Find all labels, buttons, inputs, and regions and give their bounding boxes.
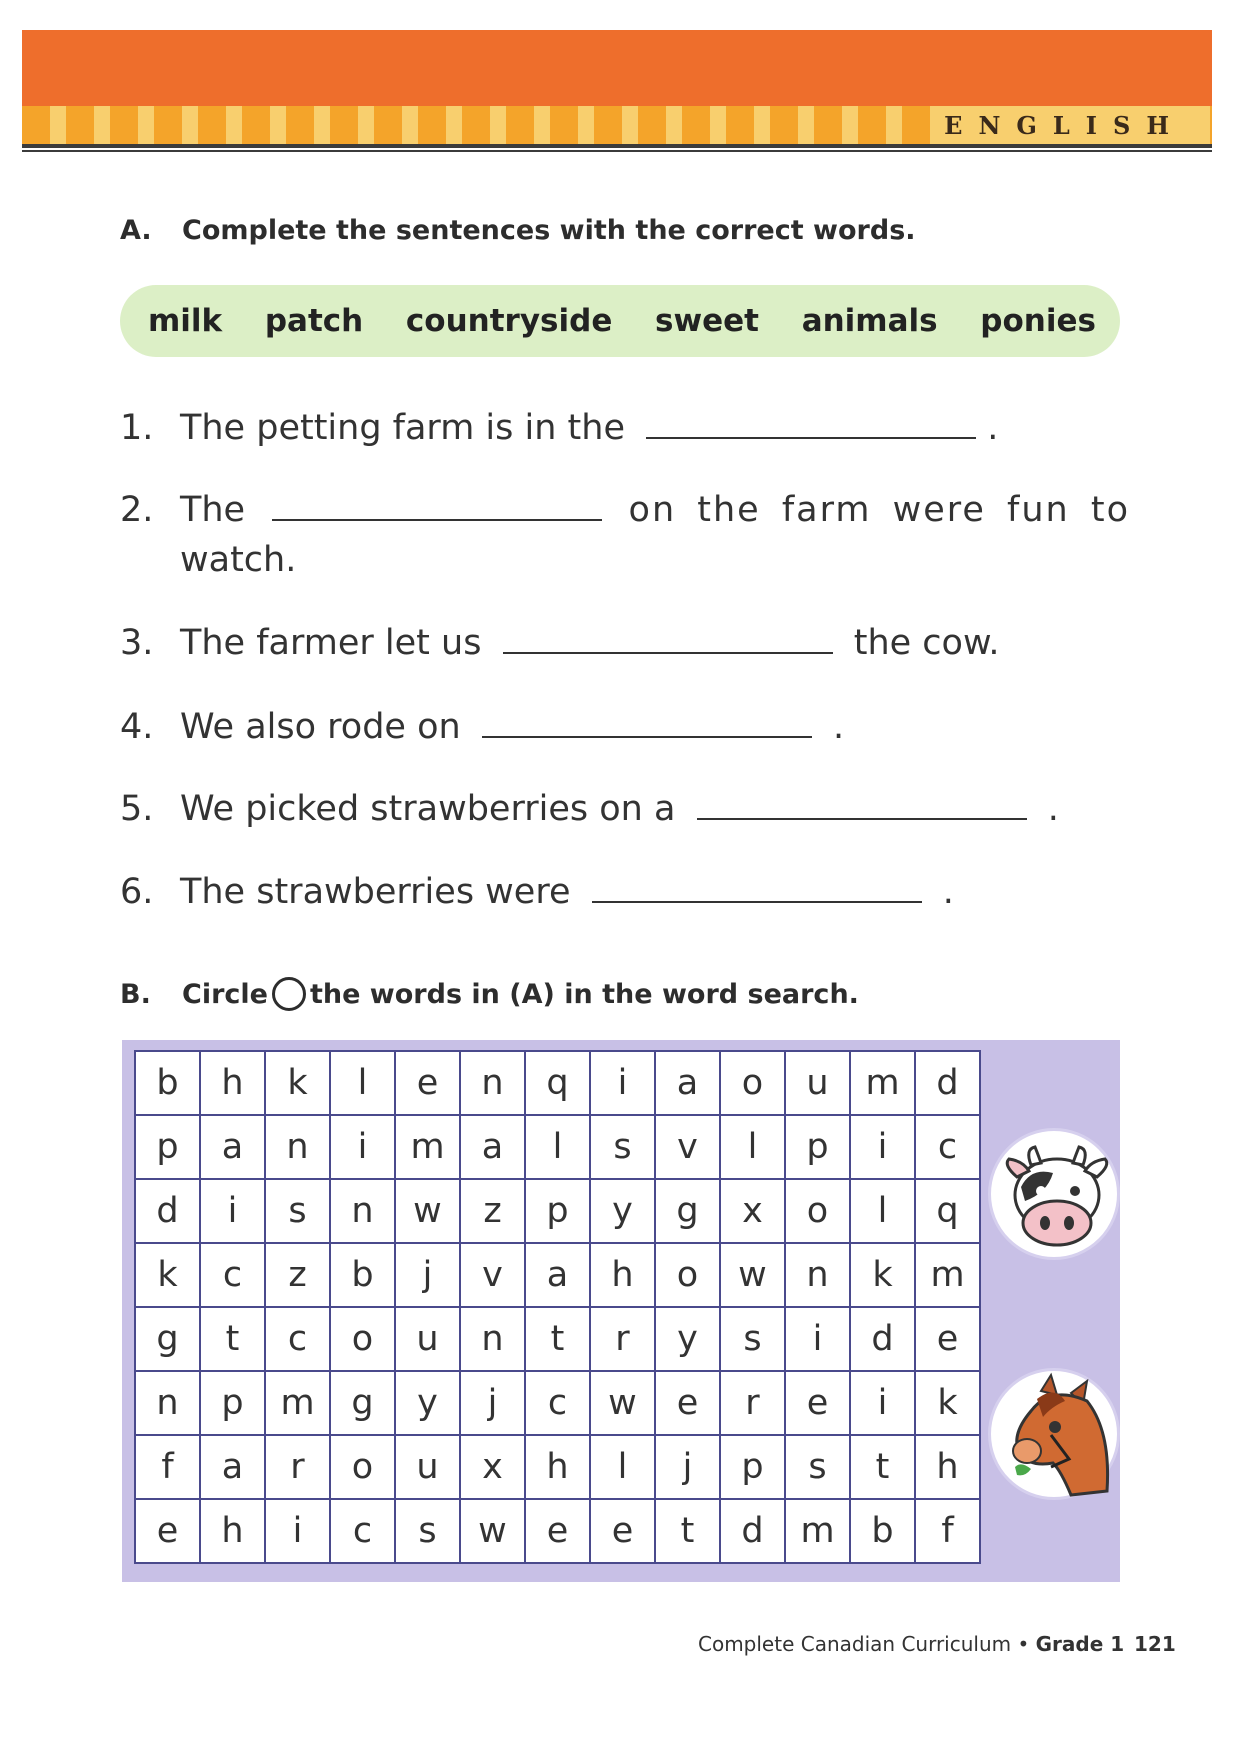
grid-cell[interactable]: a — [200, 1435, 265, 1499]
section-a-heading — [120, 215, 916, 246]
grid-row — [135, 1307, 980, 1371]
grid-cell[interactable]: i — [850, 1115, 915, 1179]
grid-cell[interactable]: n — [330, 1179, 395, 1243]
sentence-number: 3. — [120, 623, 154, 663]
circle-icon — [272, 977, 306, 1011]
sentence-end: . — [942, 872, 954, 912]
grid-cell[interactable]: g — [655, 1179, 720, 1243]
grid-cell[interactable]: k — [850, 1243, 915, 1307]
grid-cell[interactable]: i — [785, 1307, 850, 1371]
section-a-letter: A. — [120, 215, 152, 246]
sentence-end: . — [987, 408, 999, 448]
word-search-grid — [134, 1050, 981, 1564]
grid-cell[interactable]: b — [850, 1499, 915, 1563]
sentence-number: 5. — [120, 789, 154, 829]
grid-cell[interactable]: w — [720, 1243, 785, 1307]
grid-cell[interactable]: s — [785, 1435, 850, 1499]
grid-cell[interactable]: q — [915, 1179, 980, 1243]
grid-cell[interactable]: p — [135, 1115, 200, 1179]
grid-cell[interactable]: c — [265, 1307, 330, 1371]
grid-cell[interactable]: p — [200, 1371, 265, 1435]
sentence-text: The petting farm is in the — [180, 408, 625, 448]
word-bank-item: sweet — [655, 303, 759, 339]
grid-cell[interactable]: v — [655, 1115, 720, 1179]
grid-cell[interactable]: u — [395, 1435, 460, 1499]
section-b-instruction-start: Circle — [182, 978, 268, 1010]
grid-cell[interactable]: d — [915, 1051, 980, 1115]
header-banner — [22, 30, 1212, 106]
sentence-number: 2. — [120, 490, 154, 530]
grid-cell[interactable]: a — [460, 1115, 525, 1179]
grid-cell[interactable]: m — [915, 1243, 980, 1307]
answer-blank[interactable] — [503, 626, 833, 654]
answer-blank[interactable] — [646, 411, 976, 439]
grid-cell[interactable]: f — [135, 1435, 200, 1499]
grid-cell[interactable]: e — [655, 1371, 720, 1435]
grid-cell[interactable]: d — [850, 1307, 915, 1371]
sentence-text: The — [180, 490, 246, 530]
section-b-heading — [120, 977, 859, 1011]
grid-cell[interactable]: n — [265, 1115, 330, 1179]
grid-cell[interactable]: f — [915, 1499, 980, 1563]
cow-icon — [991, 1131, 1123, 1263]
word-bank-item: milk — [148, 303, 223, 339]
grid-cell[interactable]: e — [135, 1499, 200, 1563]
section-a-instruction: Complete the sentences with the correct words. — [182, 215, 916, 246]
grid-cell[interactable]: j — [655, 1435, 720, 1499]
grid-cell[interactable]: e — [395, 1051, 460, 1115]
grid-cell[interactable]: s — [395, 1499, 460, 1563]
grid-row — [135, 1051, 980, 1115]
grid-cell[interactable]: t — [525, 1307, 590, 1371]
grid-cell[interactable]: y — [395, 1371, 460, 1435]
grid-row — [135, 1115, 980, 1179]
grid-cell[interactable]: z — [265, 1243, 330, 1307]
grid-cell[interactable]: l — [525, 1115, 590, 1179]
answer-blank[interactable] — [592, 875, 922, 903]
grid-cell[interactable]: e — [915, 1307, 980, 1371]
answer-blank[interactable] — [482, 710, 812, 738]
grid-cell[interactable]: k — [265, 1051, 330, 1115]
cow-illustration — [988, 1128, 1120, 1260]
answer-blank[interactable] — [272, 493, 602, 521]
grid-cell[interactable]: n — [135, 1371, 200, 1435]
grid-cell[interactable]: i — [265, 1499, 330, 1563]
grid-cell[interactable]: w — [395, 1179, 460, 1243]
horse-illustration — [988, 1368, 1120, 1500]
grid-cell[interactable]: h — [525, 1435, 590, 1499]
grid-cell[interactable]: r — [265, 1435, 330, 1499]
grid-cell[interactable]: w — [590, 1371, 655, 1435]
grid-cell[interactable]: o — [655, 1243, 720, 1307]
grid-cell[interactable]: n — [785, 1243, 850, 1307]
grid-cell[interactable]: k — [915, 1371, 980, 1435]
sentence-number: 4. — [120, 707, 154, 747]
grid-cell[interactable]: c — [525, 1371, 590, 1435]
grid-row — [135, 1371, 980, 1435]
section-b-letter: B. — [120, 978, 151, 1010]
sentence-number: 1. — [120, 408, 154, 448]
sentence-end: on the farm were fun to — [628, 490, 1130, 530]
grid-cell[interactable]: k — [135, 1243, 200, 1307]
grid-cell[interactable]: o — [330, 1307, 395, 1371]
grid-cell[interactable]: h — [590, 1243, 655, 1307]
grid-cell[interactable]: d — [135, 1179, 200, 1243]
grid-cell[interactable]: s — [590, 1115, 655, 1179]
grid-cell[interactable]: a — [200, 1115, 265, 1179]
grid-cell[interactable]: a — [525, 1243, 590, 1307]
grid-cell[interactable]: m — [785, 1499, 850, 1563]
grid-cell[interactable]: l — [590, 1435, 655, 1499]
grid-cell[interactable]: z — [460, 1179, 525, 1243]
grid-cell[interactable]: l — [330, 1051, 395, 1115]
sentence-text: We also rode on — [180, 707, 461, 747]
word-bank-item: ponies — [980, 303, 1096, 339]
sentence-3 — [120, 618, 1130, 668]
word-bank-item: animals — [801, 303, 938, 339]
sentence-text: The farmer let us — [180, 623, 482, 663]
grid-row — [135, 1179, 980, 1243]
grid-cell[interactable]: e — [590, 1499, 655, 1563]
sentence-end: the cow. — [853, 623, 1000, 663]
sentence-6 — [120, 867, 1130, 917]
grid-cell[interactable]: h — [915, 1435, 980, 1499]
section-b-instruction-end: the words in (A) in the word search. — [309, 978, 859, 1010]
grid-cell[interactable]: c — [330, 1499, 395, 1563]
grid-cell[interactable]: w — [460, 1499, 525, 1563]
grid-cell[interactable]: g — [135, 1307, 200, 1371]
grid-cell[interactable]: j — [395, 1243, 460, 1307]
grid-cell[interactable]: b — [330, 1243, 395, 1307]
sentence-text: We picked strawberries on a — [180, 789, 676, 829]
sentence-number: 6. — [120, 872, 154, 912]
grid-cell[interactable]: e — [525, 1499, 590, 1563]
grid-cell[interactable]: c — [915, 1115, 980, 1179]
horse-icon — [991, 1371, 1123, 1503]
grid-cell[interactable]: s — [720, 1307, 785, 1371]
grid-cell[interactable]: j — [460, 1371, 525, 1435]
header-divider-thin — [22, 150, 1212, 152]
grid-cell[interactable]: r — [720, 1371, 785, 1435]
grid-cell[interactable]: i — [850, 1371, 915, 1435]
sentence-end: . — [1047, 789, 1059, 829]
subject-label — [930, 106, 1199, 144]
answer-blank[interactable] — [697, 792, 1027, 820]
word-bank-item: countryside — [405, 303, 613, 339]
sentence-end: . — [832, 707, 845, 747]
grid-cell[interactable]: o — [720, 1051, 785, 1115]
grid-cell[interactable]: t — [655, 1499, 720, 1563]
sentence-2 — [120, 485, 1130, 585]
grid-cell[interactable]: n — [460, 1307, 525, 1371]
grid-cell[interactable]: p — [720, 1435, 785, 1499]
grid-cell[interactable]: e — [785, 1371, 850, 1435]
grid-cell[interactable]: n — [460, 1051, 525, 1115]
grid-cell[interactable]: u — [785, 1051, 850, 1115]
word-bank-item: patch — [264, 303, 364, 339]
grid-cell[interactable]: t — [850, 1435, 915, 1499]
grid-cell[interactable]: h — [200, 1499, 265, 1563]
grid-row — [135, 1435, 980, 1499]
grid-cell[interactable]: s — [265, 1179, 330, 1243]
footer-curriculum — [698, 1632, 1124, 1656]
grid-cell[interactable]: m — [265, 1371, 330, 1435]
grid-cell[interactable]: o — [330, 1435, 395, 1499]
grid-cell[interactable]: h — [200, 1051, 265, 1115]
sentence-continuation: watch. — [180, 540, 297, 580]
grid-cell[interactable]: d — [720, 1499, 785, 1563]
grid-cell[interactable]: y — [655, 1307, 720, 1371]
word-bank — [120, 285, 1120, 357]
grid-cell[interactable]: r — [590, 1307, 655, 1371]
grid-cell[interactable]: l — [720, 1115, 785, 1179]
subject-text: ENGLISH — [944, 110, 1185, 140]
grid-cell[interactable]: y — [590, 1179, 655, 1243]
page-number: 121 — [1134, 1632, 1176, 1656]
sentence-text: The strawberries were — [180, 872, 571, 912]
grid-cell[interactable]: l — [850, 1179, 915, 1243]
sentence-4 — [120, 702, 1130, 752]
grid-cell[interactable]: i — [590, 1051, 655, 1115]
grid-cell[interactable]: a — [655, 1051, 720, 1115]
footer-bullet: • — [1017, 1632, 1030, 1656]
header-divider — [22, 144, 1212, 148]
grid-row — [135, 1499, 980, 1563]
grade-label: Grade 1 — [1035, 1632, 1125, 1656]
grid-cell[interactable]: o — [785, 1179, 850, 1243]
grid-cell[interactable]: x — [720, 1179, 785, 1243]
grid-cell[interactable]: i — [330, 1115, 395, 1179]
grid-cell[interactable]: u — [395, 1307, 460, 1371]
grid-cell[interactable]: g — [330, 1371, 395, 1435]
grid-cell[interactable]: v — [460, 1243, 525, 1307]
grid-cell[interactable]: b — [135, 1051, 200, 1115]
curriculum-title: Complete Canadian Curriculum — [698, 1632, 1012, 1656]
sentence-5 — [120, 784, 1130, 834]
grid-cell[interactable]: p — [785, 1115, 850, 1179]
sentence-1 — [120, 403, 1130, 453]
grid-cell[interactable]: m — [395, 1115, 460, 1179]
grid-cell[interactable]: m — [850, 1051, 915, 1115]
grid-cell[interactable]: x — [460, 1435, 525, 1499]
grid-cell[interactable]: c — [200, 1243, 265, 1307]
grid-cell[interactable]: t — [200, 1307, 265, 1371]
grid-cell[interactable]: i — [200, 1179, 265, 1243]
grid-row — [135, 1243, 980, 1307]
grid-cell[interactable]: q — [525, 1051, 590, 1115]
grid-cell[interactable]: p — [525, 1179, 590, 1243]
